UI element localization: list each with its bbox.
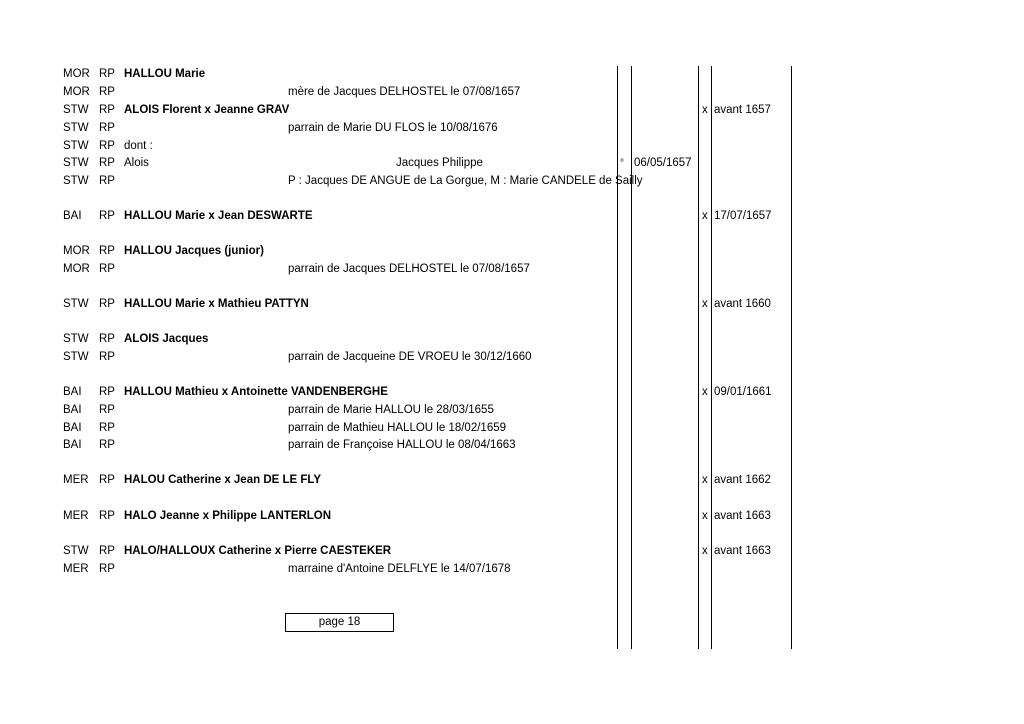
record-row <box>0 155 1024 172</box>
record-code: MOR <box>63 68 90 80</box>
record-rp: RP <box>99 404 115 416</box>
record-name: HALO Jeanne x Philippe LANTERLON <box>124 510 332 522</box>
record-rp: RP <box>99 210 115 222</box>
record-rp: RP <box>99 86 115 98</box>
marriage-marker: x <box>702 104 708 116</box>
record-code: STW <box>63 157 89 169</box>
record-row <box>0 84 1024 101</box>
record-marriage-date: avant 1657 <box>714 104 771 116</box>
record-row <box>0 331 1024 348</box>
record-row <box>0 561 1024 578</box>
record-name: Alois <box>124 157 149 169</box>
record-row <box>0 384 1024 401</box>
record-rp: RP <box>99 563 115 575</box>
record-row <box>0 420 1024 437</box>
record-marriage-date: avant 1660 <box>714 298 771 310</box>
record-rp: RP <box>99 439 115 451</box>
record-rp: RP <box>99 333 115 345</box>
record-rp: RP <box>99 68 115 80</box>
record-detail: parrain de Françoise HALLOU le 08/04/1663 <box>288 439 516 451</box>
record-rp: RP <box>99 474 115 486</box>
record-rp: RP <box>99 386 115 398</box>
record-row <box>0 261 1024 278</box>
record-row <box>0 472 1024 489</box>
record-rp: RP <box>99 104 115 116</box>
record-row <box>0 508 1024 525</box>
record-name: HALLOU Marie <box>124 68 206 80</box>
record-rp: RP <box>99 157 115 169</box>
record-name: HALLOU Marie x Mathieu PATTYN <box>124 298 309 310</box>
record-row <box>0 120 1024 137</box>
record-birth-date: 06/05/1657 <box>634 157 692 169</box>
record-detail: marraine d'Antoine DELFLYE le 14/07/1678 <box>288 563 511 575</box>
record-code: MOR <box>63 263 90 275</box>
record-detail: parrain de Mathieu HALLOU le 18/02/1659 <box>288 422 507 434</box>
marriage-marker: x <box>702 545 708 557</box>
record-code: BAI <box>63 439 82 451</box>
record-code: MOR <box>63 86 90 98</box>
record-name: HALLOU Jacques (junior) <box>124 245 264 257</box>
record-rp: RP <box>99 122 115 134</box>
record-detail: parrain de Jacques DELHOSTEL le 07/08/1657 <box>288 263 530 275</box>
record-code: STW <box>63 298 89 310</box>
record-code: STW <box>63 333 89 345</box>
record-detail: parrain de Marie DU FLOS le 10/08/1676 <box>288 122 498 134</box>
record-row <box>0 66 1024 83</box>
record-name: ALOIS Jacques <box>124 333 209 345</box>
record-rp: RP <box>99 263 115 275</box>
record-detail: parrain de Marie HALLOU le 28/03/1655 <box>288 404 494 416</box>
record-rp: RP <box>99 298 115 310</box>
record-rp: RP <box>99 351 115 363</box>
marriage-marker: x <box>702 474 708 486</box>
record-row <box>0 543 1024 560</box>
record-marriage-date: avant 1663 <box>714 545 771 557</box>
record-row <box>0 349 1024 366</box>
record-marriage-date: 09/01/1661 <box>714 386 772 398</box>
record-name: HALO/HALLOUX Catherine x Pierre CAESTEKER <box>124 545 392 557</box>
page-number: page 18 <box>285 613 394 632</box>
record-code: MER <box>63 563 89 575</box>
record-rp: RP <box>99 175 115 187</box>
marriage-marker: x <box>702 298 708 310</box>
record-code: BAI <box>63 210 82 222</box>
record-rp: RP <box>99 245 115 257</box>
marriage-marker: x <box>702 210 708 222</box>
record-rp: RP <box>99 422 115 434</box>
record-code: BAI <box>63 386 82 398</box>
marriage-marker: x <box>702 510 708 522</box>
record-code: MER <box>63 510 89 522</box>
record-code: BAI <box>63 422 82 434</box>
record-rp: RP <box>99 140 115 152</box>
record-code: STW <box>63 104 89 116</box>
marriage-marker: x <box>702 386 708 398</box>
record-row <box>0 208 1024 225</box>
record-row <box>0 402 1024 419</box>
record-code: MOR <box>63 245 90 257</box>
record-detail: P : Jacques DE ANGUE de La Gorgue, M : Marie CANDELE de Sailly <box>288 175 643 187</box>
record-detail: mère de Jacques DELHOSTEL le 07/08/1657 <box>288 86 521 98</box>
record-code: STW <box>63 175 89 187</box>
record-code: STW <box>63 351 89 363</box>
record-row <box>0 243 1024 260</box>
record-row <box>0 437 1024 454</box>
record-row <box>0 138 1024 155</box>
record-name: HALLOU Marie x Jean DESWARTE <box>124 210 313 222</box>
birth-symbol: ° <box>620 158 624 169</box>
record-marriage-date: avant 1662 <box>714 474 771 486</box>
record-code: BAI <box>63 404 82 416</box>
record-row <box>0 102 1024 119</box>
record-name: HALOU Catherine x Jean DE LE FLY <box>124 474 322 486</box>
record-marriage-date: avant 1663 <box>714 510 771 522</box>
record-code: MER <box>63 474 89 486</box>
record-name: HALLOU Mathieu x Antoinette VANDENBERGHE <box>124 386 388 398</box>
record-detail: parrain de Jacqueine DE VROEU le 30/12/1660 <box>288 351 532 363</box>
record-marriage-date: 17/07/1657 <box>714 210 772 222</box>
record-code: STW <box>63 140 89 152</box>
record-name: dont : <box>124 140 153 152</box>
record-row <box>0 173 1024 190</box>
record-given-names: Jacques Philippe <box>396 157 483 169</box>
record-name: ALOIS Florent x Jeanne GRAV <box>124 104 290 116</box>
record-rp: RP <box>99 510 115 522</box>
record-code: STW <box>63 122 89 134</box>
record-code: STW <box>63 545 89 557</box>
record-rp: RP <box>99 545 115 557</box>
record-row <box>0 296 1024 313</box>
